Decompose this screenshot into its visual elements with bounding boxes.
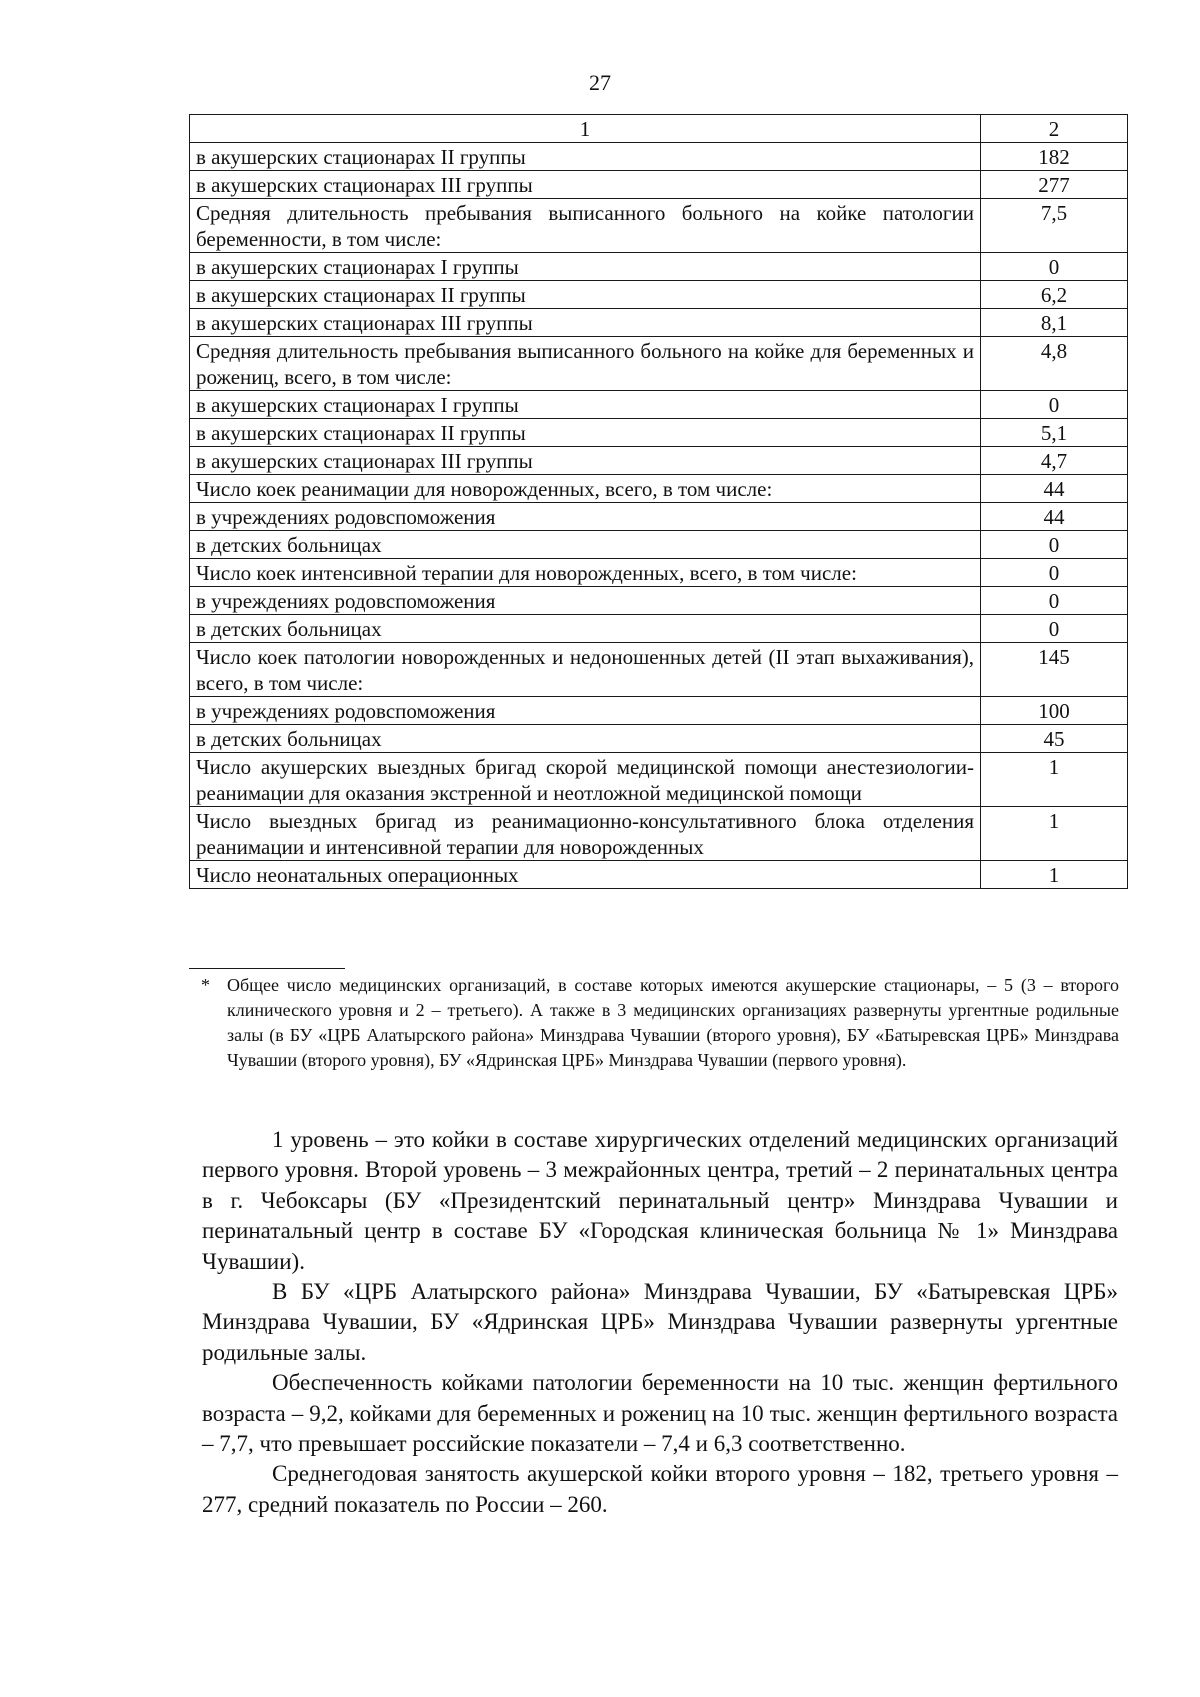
table-row [190, 253, 1128, 281]
row-value: 44 [981, 475, 1128, 503]
row-value: 7,5 [981, 199, 1128, 253]
table-row [190, 753, 1128, 807]
row-value: 44 [981, 503, 1128, 531]
table-row [190, 503, 1128, 531]
row-label: Средняя длительность пребывания выписанного больного на койке патологии беременности, в том числе: [190, 199, 981, 253]
table-row [190, 337, 1128, 391]
paragraph: В БУ «ЦРБ Алатырского района» Минздрава Чувашии, БУ «Батыревская ЦРБ» Минздрава Чувашии, БУ «Ядринская ЦРБ» Минздрава Чувашии развернуты ургентные родильные залы. [202, 1279, 1118, 1365]
paragraph: Обеспеченность койками патологии беременности на 10 тыс. женщин фертильного возраста – 9,2, койками для беременных и рожениц на 10 тыс. женщин фертильного возраста – 7,7, что превышает российские показатели – 7,4 и 6,3 соответственно. [202, 1370, 1118, 1457]
page-number: 27 [589, 70, 611, 95]
row-label: в акушерских стационарах II группы [190, 281, 981, 309]
row-label: в учреждениях родовспоможения [190, 503, 981, 531]
row-label: Число коек интенсивной терапии для новорожденных, всего, в том числе: [190, 559, 981, 587]
row-value: 0 [981, 587, 1128, 615]
table-row [190, 725, 1128, 753]
row-label: Число коек реанимации для новорожденных, всего, в том числе: [190, 475, 981, 503]
row-value: 0 [981, 391, 1128, 419]
row-label: Средняя длительность пребывания выписанного больного на койке для беременных и рожениц, всего, в том числе: [190, 337, 981, 391]
body-text [202, 1125, 1118, 1520]
table-body [190, 143, 1128, 889]
row-value: 5,1 [981, 419, 1128, 447]
table-row [190, 447, 1128, 475]
row-value: 145 [981, 643, 1128, 697]
row-value: 0 [981, 559, 1128, 587]
paragraph: Среднегодовая занятость акушерской койки второго уровня – 182, третьего уровня – 277, средний показатель по России – 260. [202, 1461, 1118, 1517]
column-header-1: 1 [190, 115, 981, 143]
row-label: в акушерских стационарах III группы [190, 171, 981, 199]
footnote-rule [189, 968, 345, 969]
table-row [190, 615, 1128, 643]
row-label: в акушерских стационарах III группы [190, 309, 981, 337]
table-row [190, 199, 1128, 253]
row-value: 182 [981, 143, 1128, 171]
table-row [190, 861, 1128, 889]
row-value: 4,8 [981, 337, 1128, 391]
table-row [190, 559, 1128, 587]
row-label: в акушерских стационарах I группы [190, 253, 981, 281]
row-value: 100 [981, 697, 1128, 725]
row-value: 4,7 [981, 447, 1128, 475]
footnote [189, 973, 1119, 1073]
row-label: в детских больницах [190, 615, 981, 643]
footnote-mark: * [201, 975, 210, 995]
table-row [190, 171, 1128, 199]
row-label: Число акушерских выездных бригад скорой медицинской помощи анестезиологии-реанимации для оказания экстренной и неотложной медицинской помощи [190, 753, 981, 807]
paragraph: 1 уровень – это койки в составе хирургических отделений медицинских организаций первого уровня. Второй уровень – 3 межрайонных центра, третий – 2 перинатальных центра в г. Чебоксары (БУ «Президентский перинатальный центр» Минздрава Чувашии и перинатальный центр в составе БУ «Городская клиническая больница № 1» Минздрава Чувашии). [202, 1127, 1118, 1274]
row-value: 6,2 [981, 281, 1128, 309]
row-label: в акушерских стационарах II группы [190, 143, 981, 171]
row-label: в акушерских стационарах II группы [190, 419, 981, 447]
row-label: в учреждениях родовспоможения [190, 697, 981, 725]
row-value: 1 [981, 807, 1128, 861]
table-row [190, 309, 1128, 337]
table-row [190, 475, 1128, 503]
row-label: в детских больницах [190, 725, 981, 753]
table-row [190, 643, 1128, 697]
table-row [190, 531, 1128, 559]
row-label: в детских больницах [190, 531, 981, 559]
row-label: Число неонатальных операционных [190, 861, 981, 889]
table-row [190, 419, 1128, 447]
row-label: Число выездных бригад из реанимационно-консультативного блока отделения реанимации и интенсивной терапии для новорожденных [190, 807, 981, 861]
footnote-text: Общее число медицинских организаций, в составе которых имеются акушерские стационары, – 5 (3 – второго клинического уровня и 2 – третьего). А также в 3 медицинских организациях развернуты ургентные родильные залы (в БУ «ЦРБ Алатырского района» Минздрава Чувашии (второго уровня), БУ «Батыревская ЦРБ» Минздрава Чувашии (второго уровня), БУ «Ядринская ЦРБ» Минздрава Чувашии (первого уровня). [227, 975, 1119, 1070]
table-row [190, 697, 1128, 725]
column-header-2: 2 [981, 115, 1128, 143]
row-label: в акушерских стационарах III группы [190, 447, 981, 475]
table-header-row [190, 115, 1128, 143]
row-label: Число коек патологии новорожденных и недоношенных детей (II этап выхаживания), всего, в том числе: [190, 643, 981, 697]
row-value: 1 [981, 753, 1128, 807]
row-value: 277 [981, 171, 1128, 199]
table-row [190, 391, 1128, 419]
table-row [190, 281, 1128, 309]
row-value: 45 [981, 725, 1128, 753]
table-row [190, 807, 1128, 861]
row-label: в акушерских стационарах I группы [190, 391, 981, 419]
data-table [189, 114, 1128, 889]
table-row [190, 587, 1128, 615]
row-value: 1 [981, 861, 1128, 889]
row-value: 0 [981, 531, 1128, 559]
row-value: 0 [981, 253, 1128, 281]
row-label: в учреждениях родовспоможения [190, 587, 981, 615]
table-row [190, 143, 1128, 171]
row-value: 0 [981, 615, 1128, 643]
row-value: 8,1 [981, 309, 1128, 337]
